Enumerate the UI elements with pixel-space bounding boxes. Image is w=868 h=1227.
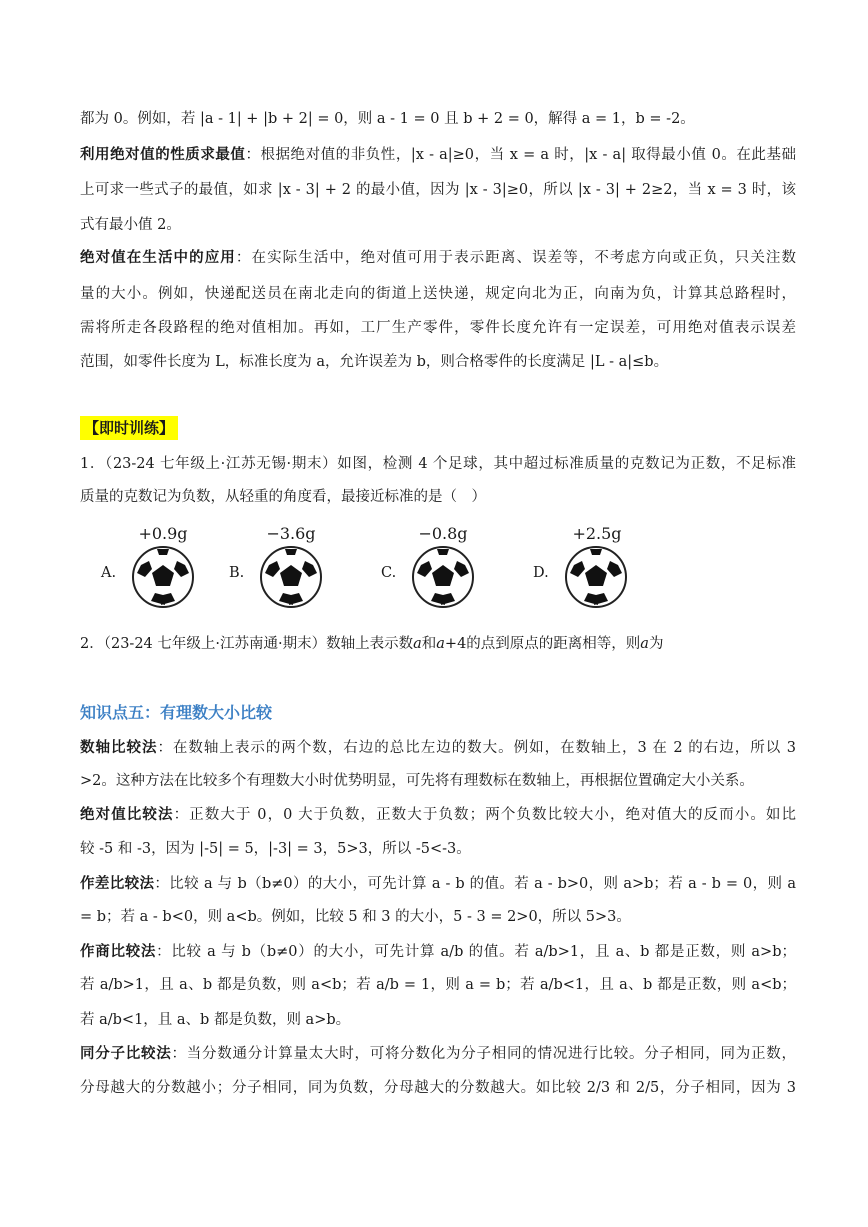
option-c-label[interactable]: C. bbox=[381, 565, 397, 581]
option-a-value: +0.9g bbox=[138, 524, 188, 543]
term-label: 数轴比较法 bbox=[80, 739, 158, 756]
para-line: 利用绝对值的性质求最值：根据绝对值的非负性，|x - a|≥0，当 x = a 时，|x - a| 取得最小值 0。在此基础 bbox=[80, 146, 796, 163]
option-b-label[interactable]: B. bbox=[229, 565, 245, 581]
soccer-ball-icon bbox=[411, 545, 475, 609]
section-line: 作差比较法：比较 a 与 b（b≠0）的大小，可先计算 a - b 的值。若 a - b>0，则 a>b；若 a - b = 0，则 a bbox=[80, 875, 796, 892]
option-b-value: −3.6g bbox=[266, 524, 316, 543]
math-var: a bbox=[436, 636, 445, 652]
question-1-line: 1．（23-24 七年级上·江苏无锡·期末）如图，检测 4 个足球，其中超过标准质量的克数记为正数，不足标准 bbox=[80, 456, 796, 472]
math-var: a bbox=[640, 636, 649, 652]
section-line: 分母越大的分数越小；分子相同，同为负数，分母越大的分数越大。如比较 2/3 和 2/5，分子相同，因为 3 bbox=[80, 1080, 796, 1096]
soccer-ball-icon bbox=[564, 545, 628, 609]
section-line: >2。这种方法在比较多个有理数大小时优势明显，可先将有理数标在数轴上，再根据位置确定大小关系。 bbox=[80, 773, 754, 789]
section-line: 绝对值比较法：正数大于 0，0 大于负数，正数大于负数；两个负数比较大小，绝对值大的反而小。如比 bbox=[80, 806, 796, 823]
training-badge: 【即时训练】 bbox=[80, 416, 178, 440]
option-d-value: +2.5g bbox=[572, 524, 622, 543]
soccer-ball-icon bbox=[259, 545, 323, 609]
soccer-ball-icon bbox=[131, 545, 195, 609]
para-line: 需将所走各段路程的绝对值相加。再如，工厂生产零件，零件长度允许有一定误差，可用绝对值表示误差 bbox=[80, 320, 796, 336]
section-line: 数轴比较法：在数轴上表示的两个数，右边的总比左边的数大。例如，在数轴上，3 在 2 的右边，所以 3 bbox=[80, 739, 796, 756]
term-label: 同分子比较法 bbox=[80, 1045, 172, 1062]
question-1-line: 质量的克数记为负数，从轻重的角度看，最接近标准的是（ ） bbox=[80, 489, 486, 505]
section-line: 作商比较法：比较 a 与 b（b≠0）的大小，可先计算 a/b 的值。若 a/b>1，且 a、b 都是正数，则 a>b； bbox=[80, 943, 796, 960]
option-a-label[interactable]: A. bbox=[101, 565, 117, 581]
section-line: 若 a/b<1，且 a、b 都是负数，则 a>b。 bbox=[80, 1012, 351, 1028]
option-d-label[interactable]: D. bbox=[533, 565, 549, 581]
section-line: 同分子比较法：当分数通分计算量太大时，可将分数化为分子相同的情况进行比较。分子相同，同为正数， bbox=[80, 1045, 796, 1062]
para-line: 量的大小。例如，快递配送员在南北走向的街道上送快递，规定向北为正，向南为负，计算其总路程时， bbox=[80, 286, 796, 302]
section-line: 较 -5 和 -3，因为 |-5| = 5，|-3| = 3，5>3，所以 -5<-3。 bbox=[80, 841, 471, 857]
term-label: 绝对值比较法 bbox=[80, 806, 174, 823]
section-heading: 知识点五：有理数大小比较 bbox=[80, 703, 273, 722]
question-2-line: 2．（23-24 七年级上·江苏南通·期末）数轴上表示数a和a+4的点到原点的距离相等，则a为 bbox=[80, 636, 664, 652]
term-label: 作商比较法 bbox=[80, 943, 157, 960]
para-line: 式有最小值 2。 bbox=[80, 217, 181, 233]
para-line: 都为 0。例如，若 |a - 1| + |b + 2| = 0，则 a - 1 = 0 且 b + 2 = 0，解得 a = 1，b = -2。 bbox=[80, 111, 695, 127]
para-line: 上可求一些式子的最值，如求 |x - 3| + 2 的最小值，因为 |x - 3|≥0，所以 |x - 3| + 2≥2，当 x = 3 时，该 bbox=[80, 182, 796, 198]
term-label: 绝对值在生活中的应用 bbox=[80, 249, 236, 266]
para-line: 绝对值在生活中的应用：在实际生活中，绝对值可用于表示距离、误差等，不考虑方向或正负，只关注数 bbox=[80, 249, 796, 266]
section-line: 若 a/b>1，且 a、b 都是负数，则 a<b；若 a/b = 1，则 a = b；若 a/b<1，且 a、b 都是正数，则 a<b； bbox=[80, 977, 796, 993]
option-c-value: −0.8g bbox=[418, 524, 468, 543]
para-line: 范围，如零件长度为 L，标准长度为 a，允许误差为 b，则合格零件的长度满足 |L - a|≤b。 bbox=[80, 354, 669, 370]
term-label: 利用绝对值的性质求最值 bbox=[80, 146, 246, 163]
math-var: a bbox=[413, 636, 422, 652]
section-line: = b；若 a - b<0，则 a<b。例如，比较 5 和 3 的大小，5 - 3 = 2>0，所以 5>3。 bbox=[80, 909, 631, 925]
term-label: 作差比较法 bbox=[80, 875, 155, 892]
